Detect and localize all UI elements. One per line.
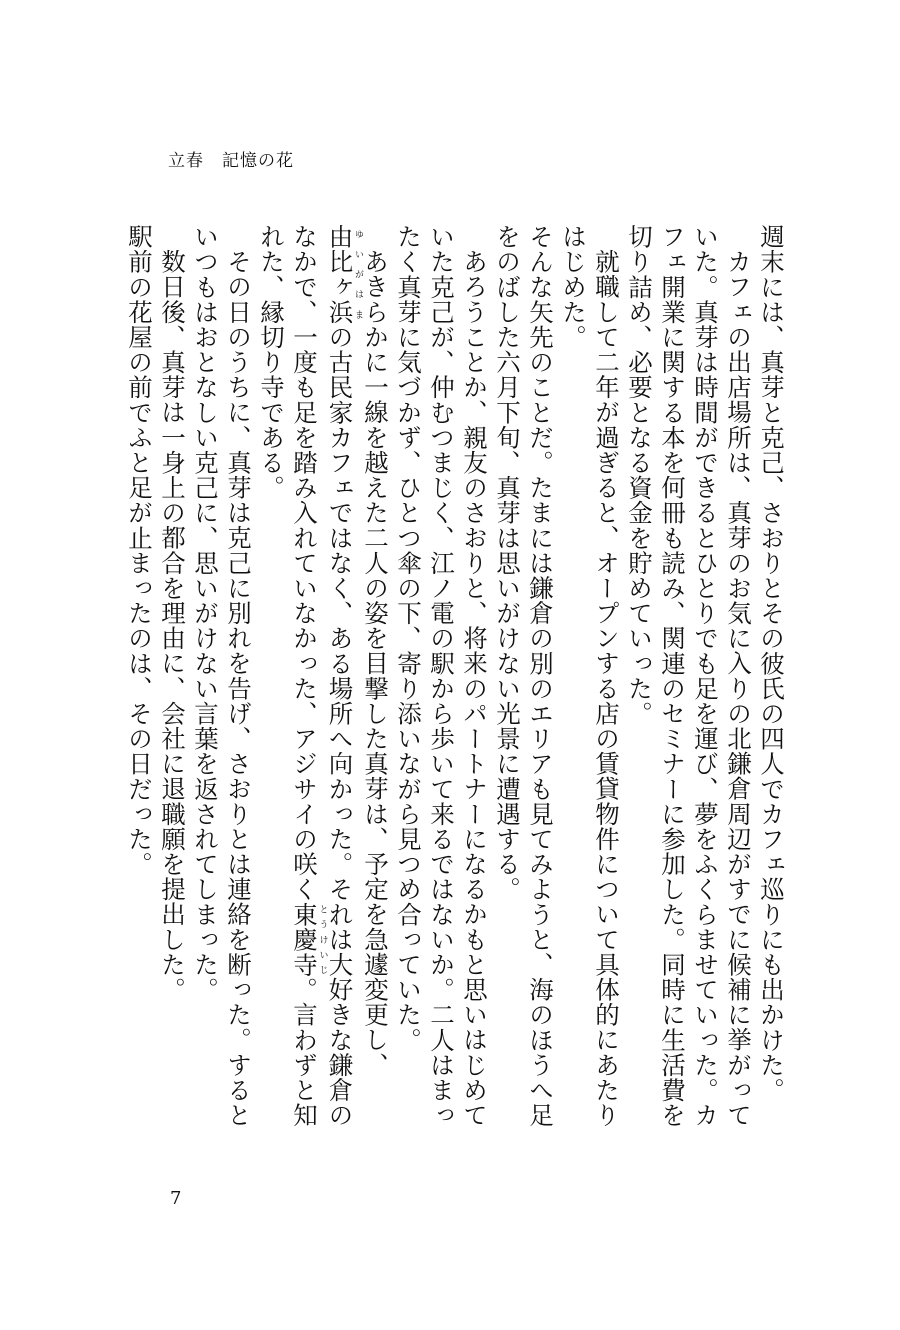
paragraph-6-part-1: あきらかに一線を越えた二人の姿を目撃した真芽は、予定を急遽変更し、 bbox=[361, 248, 390, 1077]
vertical-body-text bbox=[125, 224, 788, 1129]
ruby-base-tokeiji: 東慶寺 bbox=[290, 901, 319, 978]
paragraph-6-part-3: 。言わずと知れた、縁切り寺である。 bbox=[257, 224, 319, 1128]
paragraph-1: 週末には、真芽と克己、さおりとその彼氏の四人でカフェ巡りにも出かけた。 bbox=[757, 224, 786, 1103]
ruby-reading-yuigahama: ゆいがはま bbox=[353, 224, 363, 325]
paragraph-4: そんな矢先のことだ。たまには鎌倉の別のエリアも見てみようと、海のほうへ足をのばした六月下旬、真芽は思いがけない光景に遭遇する。 bbox=[493, 224, 555, 1128]
paragraph-2: カフェの出店場所は、真芽のお気に入りの北鎌倉周辺がすでに候補に挙がっていた。真芽は時間ができるとひとりでも足を運び、夢をふくらませていった。カフェ開業に関する本を何冊も読み、関連のセミナーに参加した。同時に生活費を切り詰め、必要となる資金を貯めていった。 bbox=[625, 224, 753, 1128]
paragraph-3: 就職して二年が過ぎると、オープンする店の賃貸物件について具体的にあたりはじめた。 bbox=[559, 224, 621, 1127]
ruby-tokeiji bbox=[290, 901, 328, 978]
paragraph-5: あろうことか、親友のさおりと、将来のパートナーになるかもと思いはじめていた克己が、仲むつまじく、江ノ電の駅から歩いて来るではないか。二人はまったく真芽に気づかず、ひとつ傘の下、寄り添いながら見つめ合っていた。 bbox=[394, 224, 489, 1128]
paragraph-9: 駅前の花屋の前でふと足が止まったのは、その日だった。 bbox=[125, 224, 154, 877]
page-number: 7 bbox=[170, 1188, 182, 1209]
ruby-base-yuigahama: 由比ヶ浜 bbox=[325, 224, 355, 325]
paragraph-8: 数日後、真芽は一身上の都合を理由に、会社に退職願を提出した。 bbox=[158, 248, 187, 1002]
paragraph-6-part-2: の古民家カフェではなく、ある場所へ向かった。それは大好きな鎌倉のなかで、一度も足を踏み入れていなかった、アジサイの咲く bbox=[290, 224, 355, 1128]
running-title: 立春 記憶の花 bbox=[168, 151, 294, 171]
ruby-yuigahama bbox=[325, 224, 363, 325]
paragraph-6 bbox=[255, 224, 392, 1129]
ruby-reading-tokeiji: とうけいじ bbox=[317, 901, 328, 978]
paragraph-7: その日のうちに、真芽は克己に別れを告げ、さおりとは連絡を断った。するといつもはおとなしい克己に、思いがけない言葉を返されてしまった。 bbox=[191, 224, 253, 1127]
